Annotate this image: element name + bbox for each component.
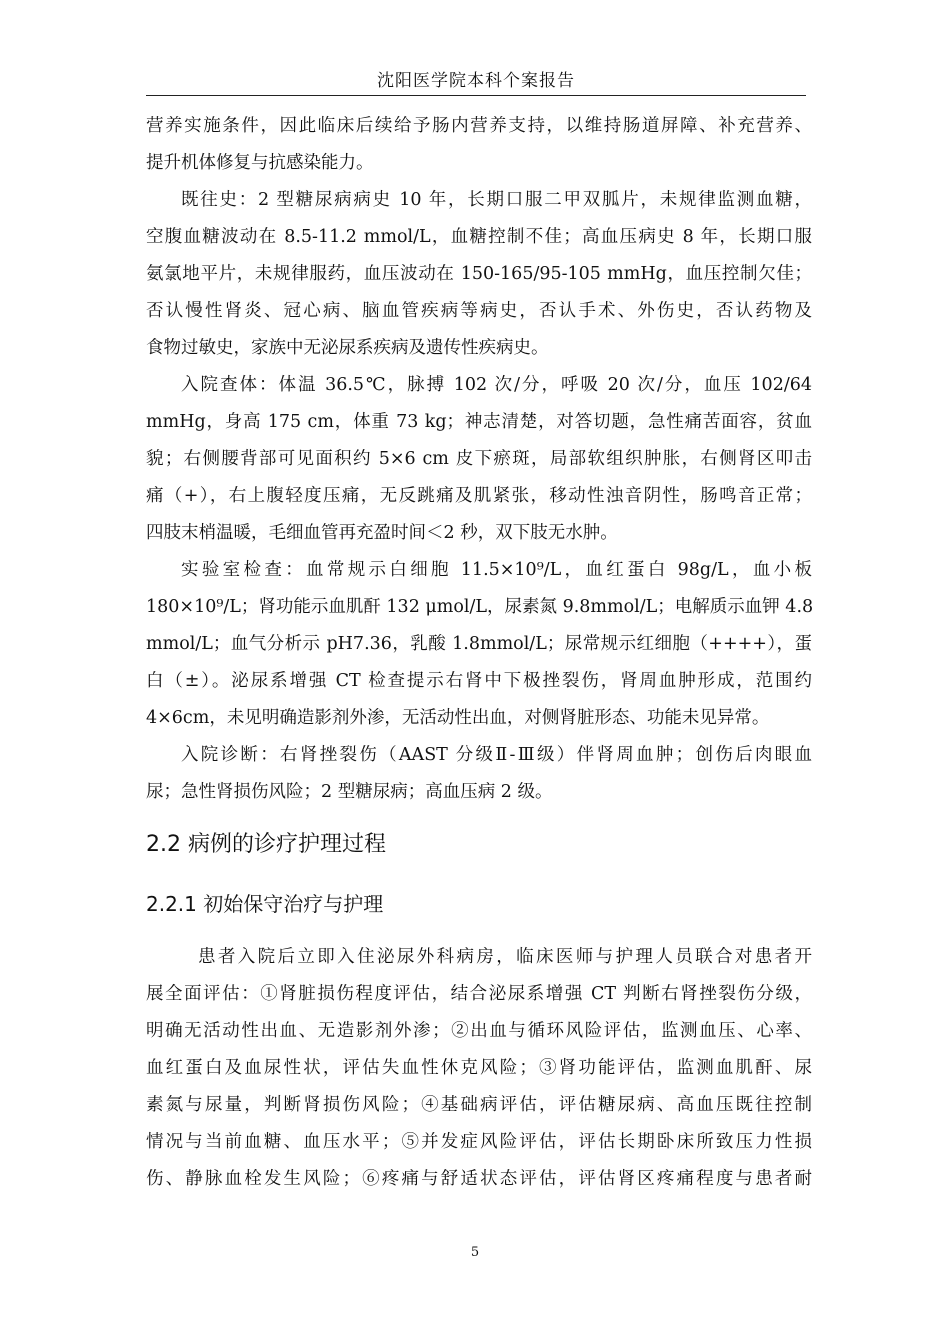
document-body xyxy=(146,108,812,1198)
text-line: 情况与当前血糖、血压水平；⑤并发症风险评估，评估长期卧床所致压力性损 xyxy=(146,1132,812,1152)
header-divider xyxy=(146,95,806,96)
text-line: 实验室检查：血常规示白细胞 11.5×10⁹/L，血红蛋白 98g/L，血小板 xyxy=(181,560,812,580)
paragraph-past-history xyxy=(146,182,812,367)
text-line: 否认慢性肾炎、冠心病、脑血管疾病等病史，否认手术、外伤史，否认药物及 xyxy=(146,301,812,321)
text-line: 180×10⁹/L；肾功能示血肌酐 132 μmol/L，尿素氮 9.8mmol/L；电解质示血钾 4.8 xyxy=(146,597,814,617)
text-line: mmol/L；血气分析示 pH7.36，乳酸 1.8mmol/L；尿常规示红细胞（++++），蛋 xyxy=(146,634,812,654)
text-line: 提升机体修复与抗感染能力。 xyxy=(146,153,374,173)
text-line: 痛（+），右上腹轻度压痛，无反跳痛及肌紧张，移动性浊音阴性，肠鸣音正常； xyxy=(146,486,812,506)
paragraph-nutrition xyxy=(146,108,812,182)
text-line: 氨氯地平片，未规律服药，血压波动在 150-165/95-105 mmHg，血压控制欠佳； xyxy=(146,264,812,284)
text-line: 伤、静脉血栓发生风险；⑥疼痛与舒适状态评估，评估肾区疼痛程度与患者耐 xyxy=(146,1169,812,1189)
text-line: 空腹血糖波动在 8.5-11.2 mmol/L，血糖控制不佳；高血压病史 8 年，长期口服 xyxy=(146,227,812,247)
text-line: 4×6cm，未见明确造影剂外渗，无活动性出血，对侧肾脏形态、功能未见异常。 xyxy=(146,708,770,728)
text-line: 入院查体：体温 36.5℃，脉搏 102 次/分，呼吸 20 次/分，血压 102/64 xyxy=(181,375,812,395)
section-heading: 2.2 病例的诊疗护理过程 xyxy=(146,832,386,857)
text-line: 既往史：2 型糖尿病病史 10 年，长期口服二甲双胍片，未规律监测血糖， xyxy=(181,190,812,210)
text-line: 四肢末梢温暖，毛细血管再充盈时间＜2 秒，双下肢无水肿。 xyxy=(146,523,618,543)
paragraph-physical-exam xyxy=(146,367,812,552)
paragraph-lab-tests xyxy=(146,552,812,737)
page-number: 5 xyxy=(470,1245,480,1260)
paragraph-admission-diagnosis xyxy=(146,737,812,811)
subsection-heading: 2.2.1 初始保守治疗与护理 xyxy=(146,892,384,916)
page-header-title: 沈阳医学院本科个案报告 xyxy=(377,71,575,91)
text-line: 明确无活动性出血、无造影剂外渗；②出血与循环风险评估，监测血压、心率、 xyxy=(146,1021,812,1041)
text-line: 展全面评估：①肾脏损伤程度评估，结合泌尿系增强 CT 判断右肾挫裂伤分级， xyxy=(146,984,812,1004)
text-line: 食物过敏史，家族中无泌尿系疾病及遗传性疾病史。 xyxy=(146,338,549,358)
text-line: 入院诊断：右肾挫裂伤（AAST 分级Ⅱ-Ⅲ级）伴肾周血肿；创伤后肉眼血 xyxy=(181,745,812,765)
text-line: 营养实施条件，因此临床后续给予肠内营养支持，以维持肠道屏障、补充营养、 xyxy=(146,116,812,136)
text-line: mmHg，身高 175 cm，体重 73 kg；神志清楚，对答切题，急性痛苦面容，贫血 xyxy=(146,412,812,432)
text-line: 白（±）。泌尿系增强 CT 检查提示右肾中下极挫裂伤，肾周血肿形成，范围约 xyxy=(146,671,812,691)
text-line: 素氮与尿量，判断肾损伤风险；④基础病评估，评估糖尿病、高血压既往控制 xyxy=(146,1095,812,1115)
text-line: 血红蛋白及血尿性状，评估失血性休克风险；③肾功能评估，监测血肌酐、尿 xyxy=(146,1058,812,1078)
text-line: 貌；右侧腰背部可见面积约 5×6 cm 皮下瘀斑，局部软组织肿胀，右侧肾区叩击 xyxy=(146,449,812,469)
paragraph-initial-care xyxy=(146,939,812,1198)
text-line: 尿；急性肾损伤风险；2 型糖尿病；高血压病 2 级。 xyxy=(146,782,553,802)
text-line: 患者入院后立即入住泌尿外科病房，临床医师与护理人员联合对患者开 xyxy=(198,947,812,967)
